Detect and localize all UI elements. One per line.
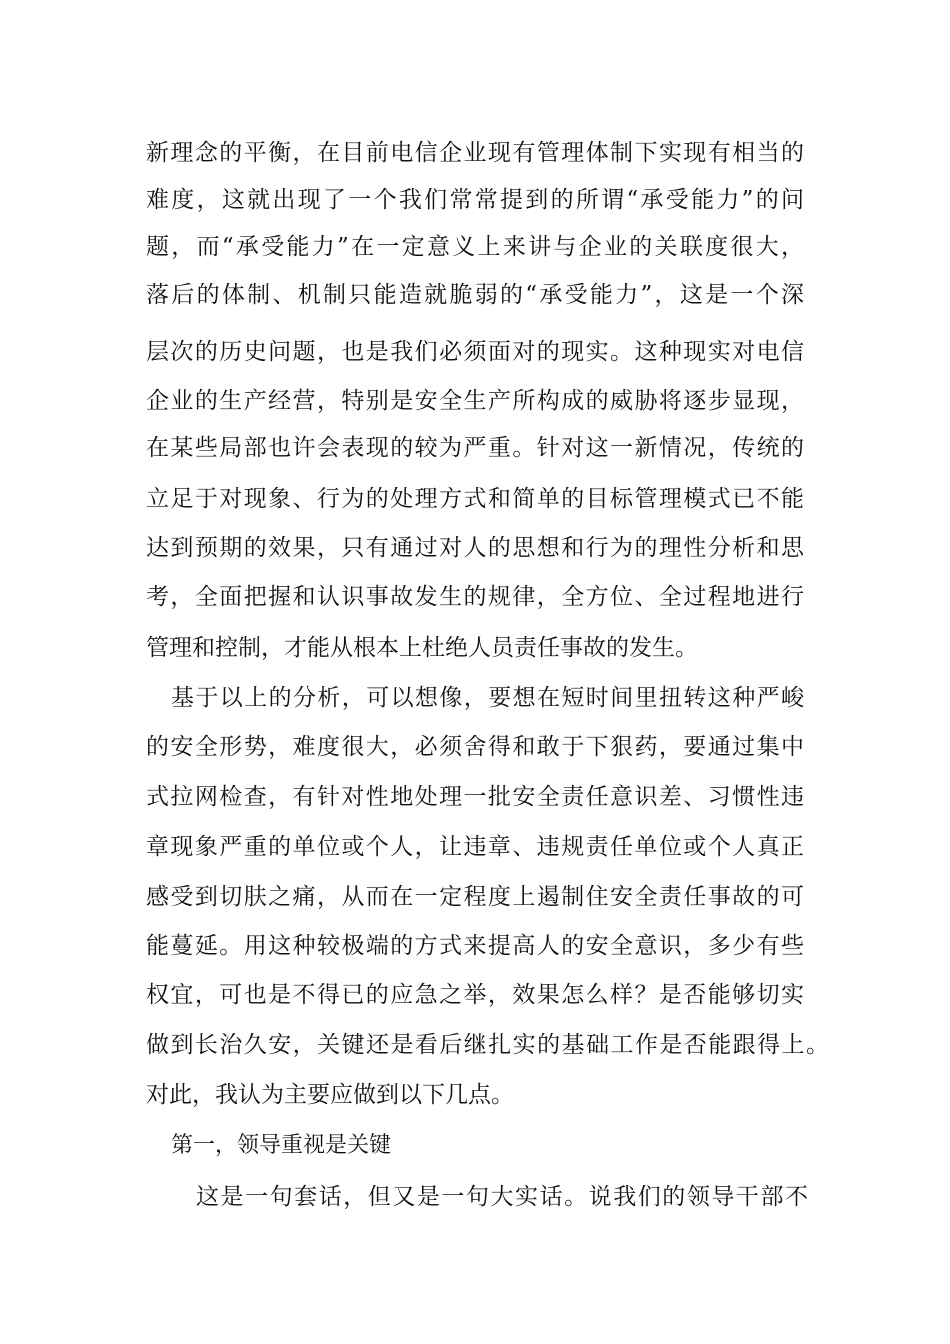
paragraph-1-line-10: 考，全面把握和认识事故发生的规律，全方位、全过程地进行 <box>146 584 804 610</box>
paragraph-1-line-5: 层次的历史问题，也是我们必须面对的现实。这种现实对电信 <box>146 339 804 365</box>
paragraph-2-line-5: 感受到切肤之痛，从而在一定程度上遏制住安全责任事故的可 <box>146 884 804 910</box>
paragraph-1-line-11: 管理和控制，才能从根本上杜绝人员责任事故的发生。 <box>146 635 698 661</box>
paragraph-3-line-1: 这是一句套话，但又是一句大实话。说我们的领导干部不 <box>196 1184 808 1210</box>
paragraph-1-line-3: 题，而“承受能力”在一定意义上来讲与企业的关联度很大， <box>146 234 804 260</box>
paragraph-1-line-4: 落后的体制、机制只能造就脆弱的“承受能力”，这是一个深 <box>146 282 804 308</box>
paragraph-2-line-1: 基于以上的分析，可以想像，要想在短时间里扭转这种严峻 <box>171 685 804 711</box>
section-heading: 第一，领导重视是关键 <box>171 1133 392 1158</box>
paragraph-2-line-2: 的安全形势，难度很大，必须舍得和敢于下狠药，要通过集中 <box>146 734 804 760</box>
paragraph-1-line-1: 新理念的平衡，在目前电信企业现有管理体制下实现有相当的 <box>146 140 804 166</box>
paragraph-2-line-3: 式拉网检查，有针对性地处理一批安全责任意识差、习惯性违 <box>146 784 804 810</box>
paragraph-2-line-6: 能蔓延。用这种较极端的方式来提高人的安全意识，多少有些 <box>146 933 804 959</box>
paragraph-2-line-9: 对此，我认为主要应做到以下几点。 <box>146 1082 514 1108</box>
paragraph-1-line-7: 在某些局部也许会表现的较为严重。针对这一新情况，传统的 <box>146 435 804 461</box>
paragraph-2-line-8: 做到长治久安，关键还是看后继扎实的基础工作是否能跟得上。 <box>146 1032 829 1058</box>
paragraph-1-line-2: 难度，这就出现了一个我们常常提到的所谓“承受能力”的问 <box>146 187 804 213</box>
paragraph-2-line-7: 权宜，可也是不得已的应急之举，效果怎么样？是否能够切实 <box>146 982 804 1008</box>
paragraph-1-line-8: 立足于对现象、行为的处理方式和简单的目标管理模式已不能 <box>146 486 804 512</box>
paragraph-1-line-6: 企业的生产经营，特别是安全生产所构成的威胁将逐步显现， <box>146 388 804 414</box>
paragraph-2-line-4: 章现象严重的单位或个人，让违章、违规责任单位或个人真正 <box>146 834 804 860</box>
paragraph-1-line-9: 达到预期的效果，只有通过对人的思想和行为的理性分析和思 <box>146 535 804 561</box>
